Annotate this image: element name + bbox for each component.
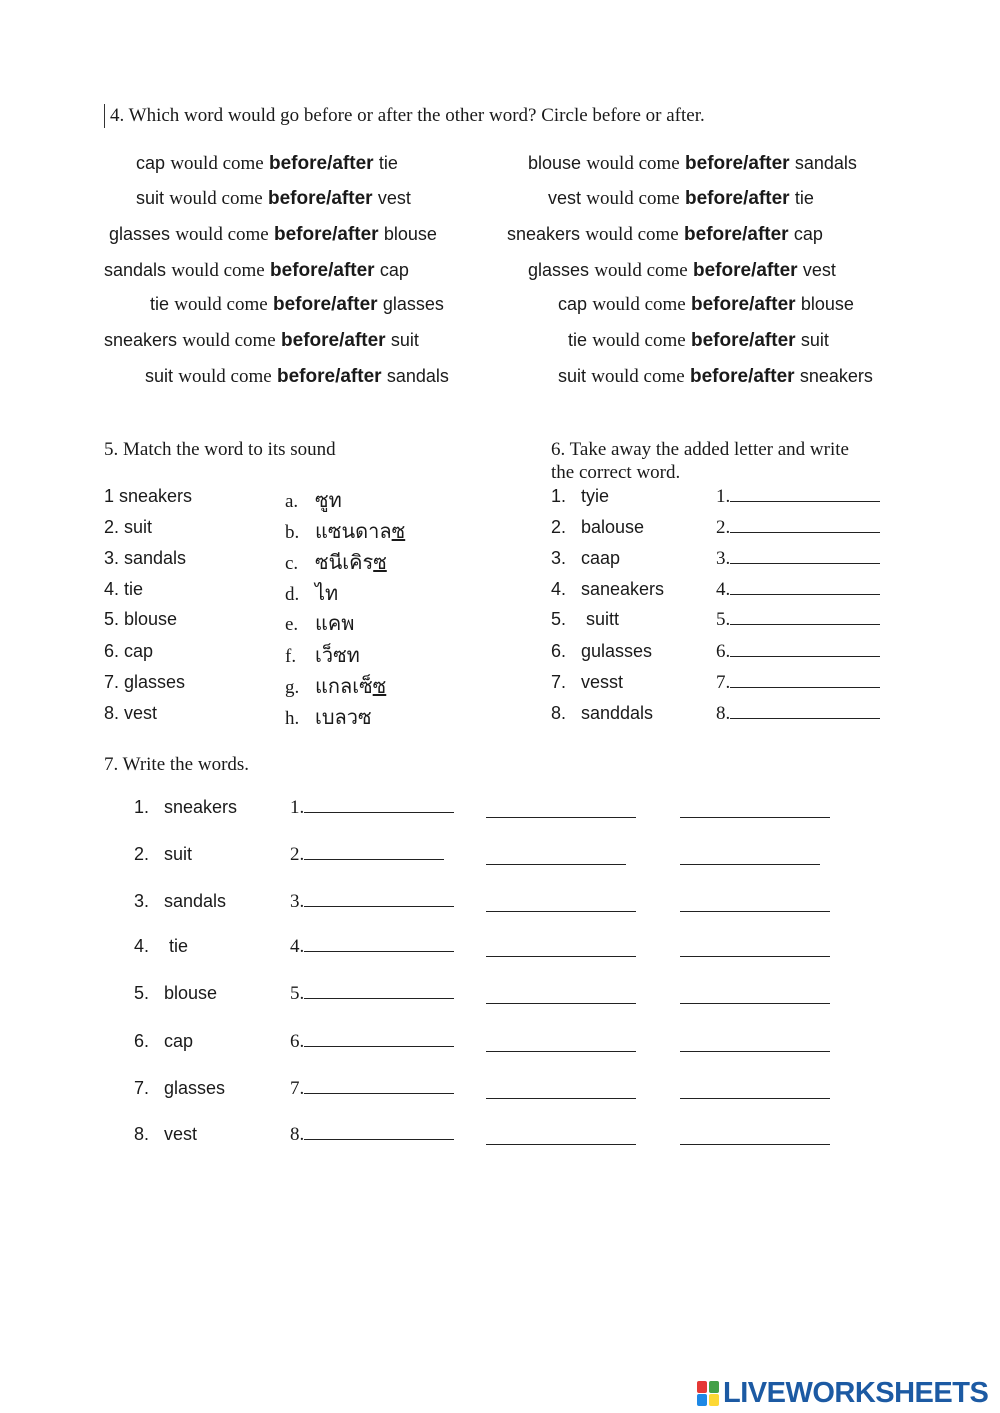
answer-number: 6. (290, 1031, 305, 1052)
sound-letter: h. (285, 708, 300, 729)
before-after-choice[interactable] (691, 294, 796, 315)
q4-sentence (109, 224, 437, 246)
q7-answer-blank[interactable] (290, 844, 444, 866)
q7-extra-blank[interactable] (680, 864, 820, 865)
choice-after: after (754, 330, 796, 351)
choice-slash: / (332, 224, 338, 245)
answer-number: 1. (716, 486, 731, 507)
q7-item-number: 1. (134, 797, 150, 817)
q6-item-number: 8. (551, 703, 567, 723)
object-word: sneakers (799, 366, 873, 386)
q5-word-item: 8. vest (104, 703, 158, 723)
q6-scrambled-word: suitt (581, 609, 620, 629)
q6-answer-blank[interactable] (716, 703, 880, 725)
q7-extra-blank[interactable] (486, 864, 626, 865)
q4-sentence (145, 366, 449, 388)
q4-sentence (136, 153, 398, 175)
liveworksheets-logo (697, 1376, 988, 1410)
q6-answer-blank[interactable] (716, 579, 880, 601)
choice-after: after (340, 366, 382, 387)
q6-item-number: 6. (551, 641, 567, 661)
subject-word: vest (548, 188, 582, 208)
choice-slash: / (326, 188, 332, 209)
q6-scrambled-word: saneakers (581, 579, 665, 599)
before-after-choice[interactable] (693, 260, 798, 281)
answer-number: 7. (716, 672, 731, 693)
q6-scrambled-word: tyie (581, 486, 610, 506)
q5-sound-item (285, 484, 342, 516)
q7-answer-blank[interactable] (290, 936, 454, 958)
answer-number: 2. (716, 517, 731, 538)
before-after-choice[interactable] (685, 153, 790, 174)
connector-text: would come (591, 366, 685, 387)
sound-letter: e. (285, 614, 299, 635)
choice-slash: / (748, 366, 754, 387)
object-word: tie (794, 188, 814, 208)
answer-number: 3. (716, 548, 731, 569)
answer-number: 4. (716, 579, 731, 600)
q7-extra-blank[interactable] (680, 956, 830, 957)
q4-sentence (558, 294, 854, 316)
before-after-choice[interactable] (281, 330, 386, 351)
answer-number: 6. (716, 641, 731, 662)
answer-line (730, 531, 880, 533)
q7-extra-blank[interactable] (486, 1098, 636, 1099)
sound-thai-text: เบลวซ (315, 705, 372, 729)
choice-before: before (281, 330, 340, 351)
q5-word-item: 1 sneakers (104, 486, 193, 506)
answer-line (304, 997, 454, 999)
connector-text: would come (586, 188, 680, 209)
before-after-choice[interactable] (690, 366, 795, 387)
subject-word: blouse (528, 153, 582, 173)
q7-item-number: 4. (134, 936, 150, 956)
object-word: vest (377, 188, 411, 208)
choice-before: before (276, 366, 336, 387)
choice-after: after (748, 188, 790, 209)
choice-before: before (270, 260, 329, 281)
answer-line (730, 717, 880, 719)
subject-word: sandals (104, 260, 167, 280)
q6-answer-blank[interactable] (716, 641, 880, 663)
choice-slash: / (743, 153, 749, 174)
choice-after: after (754, 294, 796, 315)
answer-line (304, 811, 454, 813)
q7-extra-blank[interactable] (486, 817, 636, 818)
before-after-choice[interactable] (274, 224, 379, 245)
choice-before: before (693, 260, 752, 281)
sound-letter: d. (285, 584, 300, 605)
sound-letter: a. (285, 491, 299, 512)
q4-sentence (150, 294, 444, 316)
q7-extra-blank[interactable] (680, 1098, 830, 1099)
subject-word: glasses (109, 224, 171, 244)
q7-item-number: 6. (134, 1031, 150, 1051)
sound-thai-text: เว็ซท (315, 643, 360, 667)
choice-before: before (272, 294, 332, 315)
q5-sound-item (285, 670, 386, 702)
before-after-choice[interactable] (685, 188, 790, 209)
before-after-choice[interactable] (691, 330, 796, 351)
answer-number: 8. (290, 1124, 305, 1145)
answer-number: 5. (716, 609, 731, 630)
q5-word-item: 3. sandals (104, 548, 187, 568)
choice-after: after (748, 153, 790, 174)
choice-after: after (331, 188, 373, 209)
q5-word-item: 4. tie (104, 579, 144, 599)
q5-sound-item (285, 639, 360, 671)
subject-word: sneakers (507, 224, 581, 244)
logo-text: LIVEWORKSHEETS (723, 1376, 989, 1409)
subject-word: tie (150, 294, 170, 314)
q5-sound-item (285, 546, 387, 578)
connector-text: would come (592, 294, 686, 315)
q7-extra-blank[interactable] (680, 911, 830, 912)
subject-word: suit (136, 188, 165, 208)
q7-answer-blank[interactable] (290, 797, 454, 819)
q7-item-number: 2. (134, 844, 150, 864)
before-after-choice[interactable] (269, 153, 374, 174)
q7-word: sneakers (164, 797, 238, 817)
answer-line (730, 562, 880, 564)
q4-sentence (507, 224, 823, 246)
sound-thai-underlined: ซ (372, 674, 387, 698)
q7-extra-blank[interactable] (680, 1003, 830, 1004)
logo-blocks-icon (697, 1379, 721, 1407)
q7-item-number: 3. (134, 891, 150, 911)
connector-text: would come (586, 153, 680, 174)
choice-after: after (344, 330, 386, 351)
q7-item-number: 5. (134, 983, 150, 1003)
q7-word: vest (164, 1124, 198, 1144)
connector-text: would come (178, 366, 272, 387)
sound-thai-text: ไท (315, 581, 339, 605)
q5-sound-item (285, 701, 372, 733)
q6-item-number: 1. (551, 486, 567, 506)
q4-sentence (558, 366, 873, 388)
q7-word: tie (164, 936, 189, 956)
q7-answer-blank[interactable] (290, 1078, 454, 1100)
answer-line (730, 593, 880, 595)
q6-scrambled-word: caap (581, 548, 621, 568)
q5-title: 5. Match the word to its sound (104, 439, 336, 460)
q7-answer-blank[interactable] (290, 1124, 454, 1146)
sound-thai-text: ซูท (315, 488, 342, 512)
q6-scrambled-word: gulasses (581, 641, 653, 661)
answer-line (304, 905, 454, 907)
object-word: blouse (383, 224, 437, 244)
q6-item-number: 3. (551, 548, 567, 568)
q6-item-number: 2. (551, 517, 567, 537)
object-word: glasses (382, 294, 444, 314)
choice-slash: / (749, 330, 755, 351)
answer-number: 4. (290, 936, 305, 957)
q6-scrambled-word: balouse (581, 517, 645, 537)
answer-line (730, 623, 880, 625)
before-after-choice[interactable] (270, 260, 375, 281)
object-word: tie (378, 153, 398, 173)
before-after-choice[interactable] (277, 366, 382, 387)
before-after-choice[interactable] (273, 294, 378, 315)
sound-letter: f. (285, 646, 297, 667)
q7-extra-blank[interactable] (486, 1003, 636, 1004)
answer-line (304, 858, 444, 860)
answer-number: 5. (290, 983, 305, 1004)
answer-number: 7. (290, 1078, 305, 1099)
answer-line (304, 1138, 454, 1140)
q5-sound-item (285, 577, 338, 609)
choice-after: after (336, 294, 378, 315)
q4-sentence (568, 330, 829, 352)
sound-letter: g. (285, 677, 300, 698)
connector-text: would come (585, 224, 679, 245)
q7-item-number: 8. (134, 1124, 150, 1144)
q7-extra-blank[interactable] (486, 1144, 636, 1145)
choice-slash: / (742, 224, 748, 245)
q4-title: 4. Which word would go before or after the other word? Circle before or after. (110, 105, 705, 126)
answer-line (304, 950, 454, 952)
choice-before: before (684, 188, 744, 209)
connector-text: would come (174, 294, 268, 315)
choice-slash: / (327, 153, 333, 174)
connector-text: would come (175, 224, 269, 245)
connector-text: would come (170, 153, 264, 174)
q7-extra-blank[interactable] (680, 817, 830, 818)
q7-answer-blank[interactable] (290, 1031, 454, 1053)
choice-before: before (269, 153, 328, 174)
q6-answer-blank[interactable] (716, 486, 880, 508)
choice-after: after (753, 366, 795, 387)
sound-thai-underlined: ซ (391, 519, 406, 543)
q7-word: glasses (164, 1078, 226, 1098)
q7-word: blouse (164, 983, 218, 1003)
choice-after: after (747, 224, 789, 245)
answer-line (730, 686, 880, 688)
q4-sentence (136, 188, 411, 210)
connector-text: would come (594, 260, 688, 281)
choice-after: after (332, 153, 374, 174)
q5-word-item: 6. cap (104, 641, 154, 661)
q4-sentence (528, 153, 857, 175)
choice-slash: / (335, 366, 341, 387)
connector-text: would come (171, 260, 265, 281)
object-word: suit (390, 330, 419, 350)
sound-thai-text: ซนีเคิร (315, 550, 374, 574)
q5-sound-item (285, 607, 354, 639)
subject-word: tie (568, 330, 588, 350)
q7-extra-blank[interactable] (486, 911, 636, 912)
q6-answer-blank[interactable] (716, 517, 880, 539)
answer-number: 8. (716, 703, 731, 724)
choice-after: after (333, 260, 375, 281)
q4-sentence (528, 260, 836, 282)
subject-word: suit (558, 366, 587, 386)
choice-slash: / (339, 330, 345, 351)
q5-word-item: 2. suit (104, 517, 153, 537)
answer-number: 1. (290, 797, 305, 818)
choice-before: before (689, 366, 749, 387)
choice-slash: / (743, 188, 749, 209)
object-word: suit (800, 330, 829, 350)
q6-answer-blank[interactable] (716, 672, 880, 694)
q6-item-number: 7. (551, 672, 567, 692)
connector-text: would come (182, 330, 276, 351)
connector-text: would come (592, 330, 686, 351)
choice-before: before (274, 224, 333, 245)
choice-before: before (690, 330, 750, 351)
q7-extra-blank[interactable] (486, 956, 636, 957)
object-word: cap (793, 224, 823, 244)
object-word: sandals (386, 366, 449, 386)
q7-extra-blank[interactable] (680, 1144, 830, 1145)
q7-word: suit (164, 844, 193, 864)
choice-slash: / (331, 294, 337, 315)
object-word: cap (379, 260, 409, 280)
sound-thai-text: แซนดาล (315, 519, 392, 543)
q6-title-line1: 6. Take away the added letter and write (551, 439, 849, 460)
q4-sentence (104, 330, 419, 352)
connector-text: would come (169, 188, 263, 209)
q7-item-number: 7. (134, 1078, 150, 1098)
answer-number: 3. (290, 891, 305, 912)
subject-word: cap (136, 153, 166, 173)
answer-line (730, 655, 880, 657)
choice-after: after (756, 260, 798, 281)
subject-word: sneakers (104, 330, 178, 350)
q6-scrambled-word: vesst (581, 672, 624, 692)
sound-letter: c. (285, 553, 299, 574)
object-word: vest (802, 260, 836, 280)
q7-answer-blank[interactable] (290, 891, 454, 913)
q6-title-line2: the correct word. (551, 462, 681, 483)
choice-slash: / (749, 294, 755, 315)
q5-sound-item (285, 515, 405, 547)
q7-title: 7. Write the words. (104, 754, 250, 775)
text-cursor (104, 104, 105, 128)
q6-answer-blank[interactable] (716, 548, 880, 570)
sound-thai-underlined: ซ (373, 550, 387, 574)
q6-answer-blank[interactable] (716, 609, 880, 631)
q6-item-number: 5. (551, 609, 567, 629)
choice-slash: / (328, 260, 334, 281)
object-word: sandals (794, 153, 857, 173)
q7-word: cap (164, 1031, 194, 1051)
q7-word: sandals (164, 891, 227, 911)
choice-slash: / (751, 260, 757, 281)
sound-thai-text: แคพ (315, 611, 355, 635)
q4-sentence (548, 188, 814, 210)
choice-before: before (691, 294, 750, 315)
sound-thai-text: แกลเซ็ (315, 674, 373, 698)
subject-word: glasses (528, 260, 590, 280)
q7-answer-blank[interactable] (290, 983, 454, 1005)
q7-extra-blank[interactable] (680, 1051, 830, 1052)
subject-word: suit (145, 366, 174, 386)
answer-number: 2. (290, 844, 305, 865)
choice-before: before (267, 188, 327, 209)
q6-scrambled-word: sanddals (581, 703, 654, 723)
q5-word-item: 5. blouse (104, 609, 178, 629)
object-word: blouse (800, 294, 854, 314)
before-after-choice[interactable] (268, 188, 373, 209)
answer-line (304, 1045, 454, 1047)
choice-before: before (684, 224, 743, 245)
sound-letter: b. (285, 522, 300, 543)
subject-word: cap (558, 294, 588, 314)
q6-item-number: 4. (551, 579, 567, 599)
choice-before: before (685, 153, 744, 174)
answer-line (730, 500, 880, 502)
answer-line (304, 1092, 454, 1094)
before-after-choice[interactable] (684, 224, 789, 245)
q4-sentence (104, 260, 409, 282)
choice-after: after (337, 224, 379, 245)
q5-word-item: 7. glasses (104, 672, 186, 692)
q7-extra-blank[interactable] (486, 1051, 636, 1052)
